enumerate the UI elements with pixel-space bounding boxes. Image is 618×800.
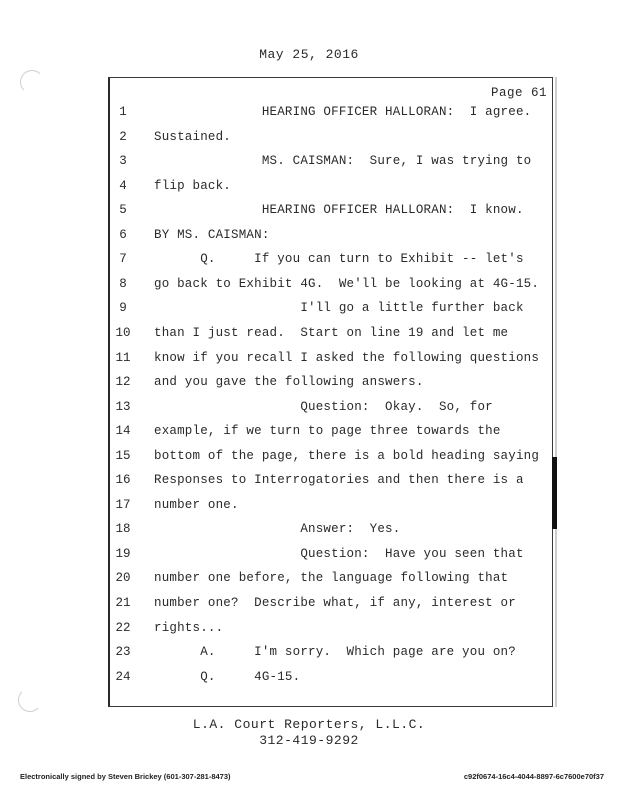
transcript-line [0,179,618,203]
line-text: Q. If you can turn to Exhibit -- let's [154,252,524,267]
transcript-line [0,154,618,178]
line-number: 4 [119,178,127,193]
transcript-line [0,203,618,227]
line-number: 21 [115,596,131,610]
line-number: 7 [119,252,127,267]
transcript-line [0,301,618,325]
line-text: BY MS. CAISMAN: [154,227,270,242]
transcript-line [0,473,618,497]
transcript-line [0,252,618,276]
line-number: 20 [115,571,131,586]
line-text: number one? Describe what, if any, interest or [154,596,516,610]
line-number: 24 [115,669,131,684]
transcript-line [0,449,618,473]
transcript-line [0,400,618,424]
line-text: know if you recall I asked the following questions [154,350,540,365]
line-number: 22 [115,620,131,635]
line-number: 8 [119,276,127,291]
line-number: 6 [119,227,127,242]
transcript-line [0,596,618,620]
line-text: Q. 4G-15. [154,669,301,684]
line-number: 2 [119,129,127,144]
line-text: Answer: Yes. [154,522,401,537]
line-text: go back to Exhibit 4G. We'll be looking at 4G-15. [154,276,540,291]
transcript-line [0,424,618,448]
line-number: 13 [115,399,131,414]
line-number: 10 [115,325,131,340]
transcript-line [0,228,618,252]
line-text: HEARING OFFICER HALLORAN: I know. [154,203,524,218]
line-text: Sustained. [154,129,232,144]
line-text: Responses to Interrogatories and then there is a [154,473,524,488]
line-text: MS. CAISMAN: Sure, I was trying to [154,154,532,169]
line-text: Question: Okay. So, for [154,399,493,414]
line-text: flip back. [154,178,232,193]
transcript-line [0,571,618,595]
line-number: 5 [119,203,127,218]
line-number: 17 [115,497,131,512]
line-number: 14 [115,424,131,439]
footer-firm: L.A. Court Reporters, L.L.C. [192,717,426,732]
line-text: example, if we turn to page three towards the [154,424,501,439]
line-text: than I just read. Start on line 19 and let me [154,325,509,340]
line-number: 18 [115,522,131,537]
line-number: 15 [115,448,131,463]
line-text: Question: Have you seen that [154,546,524,561]
transcript-line [0,351,618,375]
line-number: 16 [115,473,131,488]
line-number: 9 [119,301,127,316]
transcript-line [0,522,618,546]
punch-hole-mark [20,70,44,94]
line-number: 12 [115,375,131,390]
transcript-line [0,498,618,522]
transcript-line [0,645,618,669]
transcript-line [0,326,618,350]
line-number: 19 [115,546,131,561]
line-number: 3 [119,154,127,169]
transcript-line [0,621,618,645]
transcript-line [0,277,618,301]
transcript-line [0,130,618,154]
signature-text: Electronically signed by Steven Brickey (601-307-281-8473) [20,772,231,781]
line-number: 1 [119,105,127,119]
transcript-line [0,547,618,571]
transcript-line [0,375,618,399]
line-text: number one. [154,497,239,512]
line-text: number one before, the language following that [154,571,509,586]
transcript-line [0,105,618,129]
margin-change-bar [552,457,557,529]
line-text: I'll go a little further back [154,301,524,316]
line-text: A. I'm sorry. Which page are you on? [154,645,516,660]
footer-phone: 312-419-9292 [259,733,359,748]
page-number: Page 61 [490,86,547,100]
line-text: HEARING OFFICER HALLORAN: I agree. [154,105,532,119]
header-date: May 25, 2016 [259,47,359,62]
line-number: 23 [115,645,131,660]
transcript-line [0,670,618,694]
line-text: and you gave the following answers. [154,375,424,390]
line-text: rights... [154,620,224,635]
line-number: 11 [115,350,131,365]
line-text: bottom of the page, there is a bold heading saying [154,448,540,463]
document-id: c92f0674-16c4-4044-8897-6c7600e70f37 [463,772,604,781]
